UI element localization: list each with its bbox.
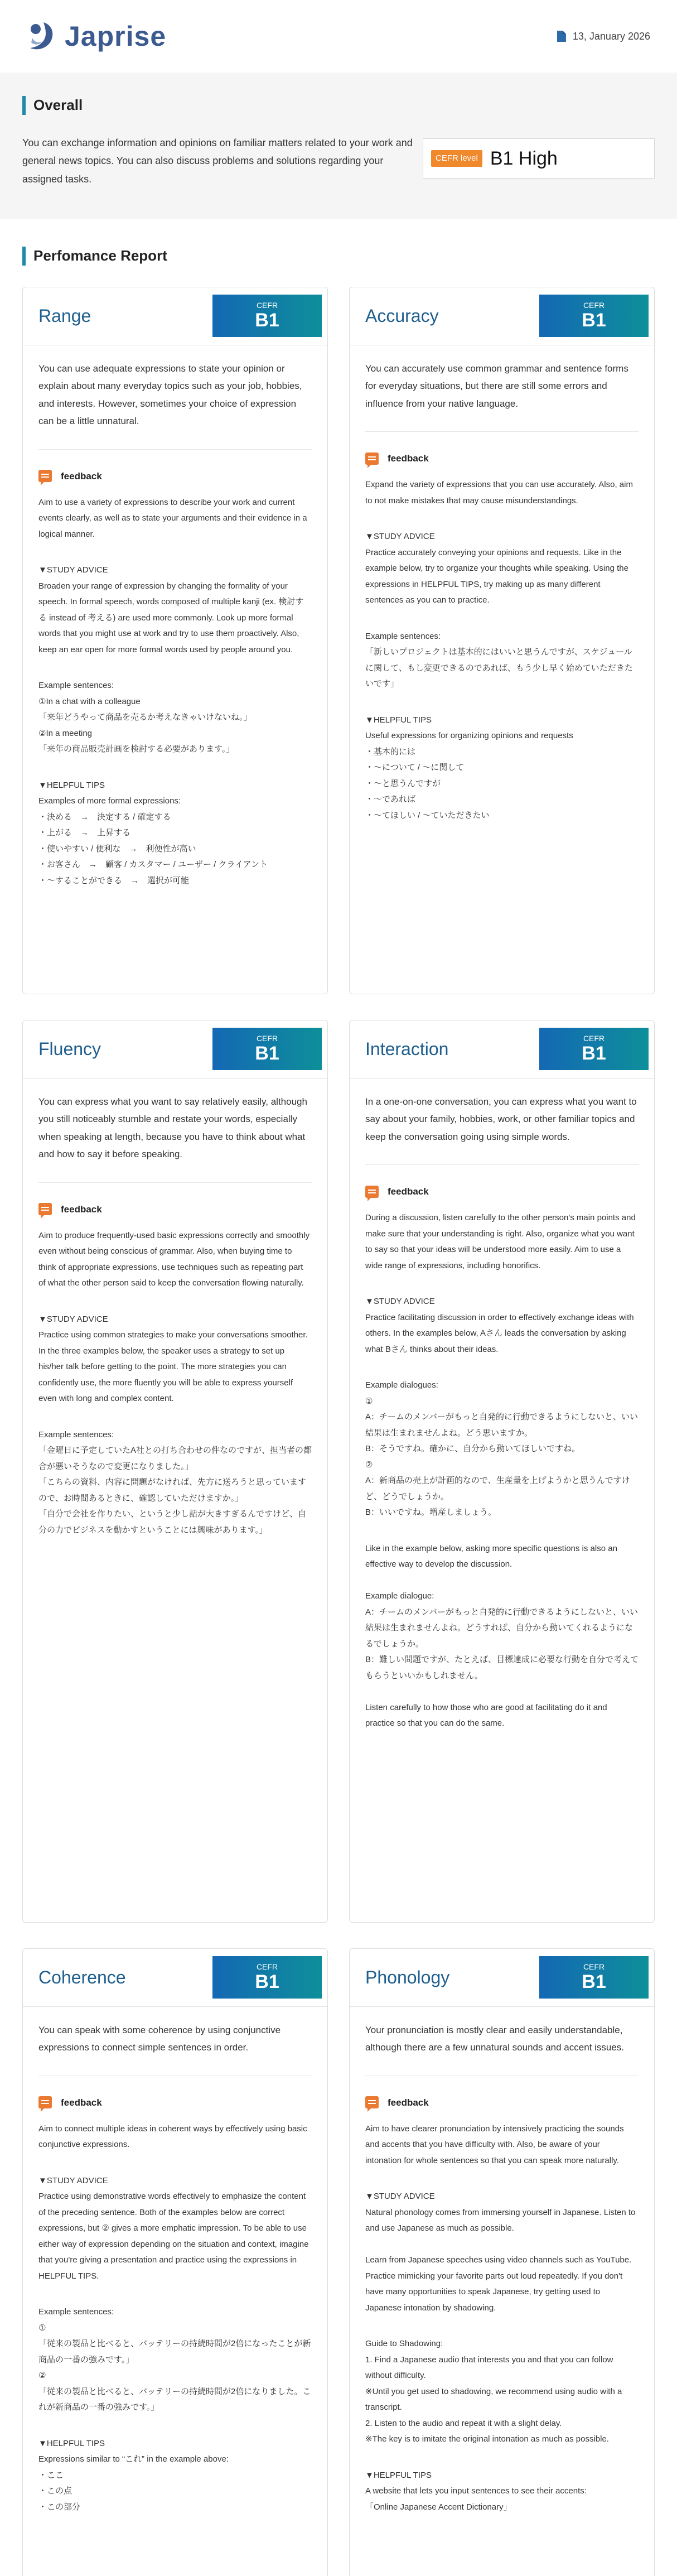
card-header (350, 1020, 654, 1078)
study-advice: ▼STUDY ADVICE Practice using demonstrative words effectively to emphasize the content of the preceding sentence. Both of the examples below are correct expressions, but ② gives a more emphatic impression. To be able to use either way of expression depending on the situation and context, imagine that you're giving a presentation and practice using the expressions in HELPFUL TIPS. (38, 2175, 309, 2281)
chat-bubble-icon (365, 452, 379, 465)
card-header (23, 1949, 327, 2007)
card-header (350, 287, 654, 345)
cefr-badge-value: B1 (255, 1971, 279, 1992)
study-advice: ▼STUDY ADVICE Practice using common strategies to make your conversations smoother. In the three examples below, the speaker uses a strategy to set up his/her talk before getting to the point. The more strategies you can confidently use, the more fluently you will be able to express yourself even with long and complex content. (38, 1314, 308, 1404)
card-summary: You can use adequate expressions to state your opinion or explain about many everyday topics such as your job, hobbies, and interests. However, sometimes your choice of expression can be a little unnatural. (38, 345, 312, 450)
card-title: Accuracy (365, 305, 439, 326)
card-summary: You can express what you want to say relatively easily, although you still noticeably stumble and restate your words, especially when speaking at length, because you have to think about what and how to say it before speaking. (38, 1078, 312, 1183)
logo[interactable] (27, 14, 166, 59)
card-coherence (22, 1948, 328, 2576)
cefr-level-box (423, 138, 655, 179)
card-title: Range (38, 305, 91, 326)
feedback-heading (365, 451, 639, 466)
cefr-badge-label: CEFR (256, 1034, 278, 1043)
feedback-label: feedback (388, 2097, 429, 2108)
cefr-badge-value: B1 (255, 1043, 279, 1064)
feedback-text: Aim to connect multiple ideas in coherent ways by effectively using basic conjunctive expressions. (38, 2124, 307, 2150)
report-title: Perfomance Report (22, 247, 655, 266)
cefr-badge-label: CEFR (256, 1962, 278, 1972)
card-title: Interaction (365, 1038, 449, 1059)
card-header (350, 1949, 654, 2007)
study-advice: ▼STUDY ADVICE Practice facilitating discussion in order to effectively exchange ideas with others. In the examples below, Aさん leads the conversation by asking what Bさん thinks about their ideas. (365, 1297, 634, 1354)
cefr-badge-label: CEFR (583, 1034, 605, 1043)
examples: Guide to Shadowing: 1. Find a Japanese audio that interests you and that you can follow without difficulty. ※Until you get used to shadowing, we recommend using audio with a transcript. 2. Listen to the audio and repeat it with a slight delay. ※The key is to imitate the original intonation as much as possible. (365, 2339, 622, 2444)
card-phonology (349, 1948, 655, 2576)
card-range (22, 287, 328, 994)
feedback-label: feedback (61, 1203, 102, 1215)
feedback-heading (38, 469, 312, 484)
card-title: Fluency (38, 1038, 101, 1059)
cefr-level-value: B1 High (490, 147, 558, 169)
study-advice: ▼STUDY ADVICE Practice accurately conveying your opinions and requests. Like in the example below, try to organize your thoughts while speaking. Using the expressions in HELPFUL TIPS, try making up as many different sentences as you can to practice. (365, 532, 628, 605)
cefr-level-badge: CEFR level (431, 150, 482, 167)
examples: Example sentences: ①In a chat with a colleague 「来年どうやって商品を売るか考えなきゃいけないね。」 ②In a meeting 「来年の商品販売計画を検討する必要があります。」 (38, 681, 252, 754)
card-title: Coherence (38, 1967, 126, 1987)
feedback-text: Aim to use a variety of expressions to describe your work and current events clearly, as well as to state your arguments and their evidence in a logical manner. (38, 497, 307, 539)
logo-icon (27, 21, 61, 51)
card-summary: You can accurately use common grammar and sentence forms for everyday situations, but there are still some errors and influence from your native language. (365, 345, 639, 432)
feedback-label: feedback (61, 2097, 102, 2108)
helpful-tips: ▼HELPFUL TIPS Useful expressions for organizing opinions and requests ・基本的には ・～について / ～に関して ・～と思うんですが ・～であれば ・～てほしい / ～ていただきたい (365, 715, 573, 820)
examples: Example sentences: 「金曜日に予定していたA社との打ち合わせの件なのですが、担当者の都合が悪いそうなので変更になりました。」 「こちらの資料、内容に問題がなければ、先方に送ろうと思っていますので、お時間あるときに、確認していただけますか。」 「自分で会社を作りたい、というと少し話が大きすぎるんですけど、自分の力でビジネスを動かすということには興味があります。」 (38, 1429, 312, 1535)
feedback-text: Aim to have clearer pronunciation by intensively practicing the sounds and accents that you have difficulty with. Also, be aware of your intonation for whole sentences so that you can speak more naturally. (365, 2124, 624, 2165)
overall-section (0, 73, 677, 219)
card-accuracy (349, 287, 655, 994)
feedback-text: Expand the variety of expressions that you can use accurately. Also, aim to not make mistakes that may cause misunderstandings. (365, 480, 633, 505)
chat-bubble-icon (365, 2096, 379, 2108)
date-text: 13, January 2026 (572, 30, 650, 42)
report-date (557, 28, 650, 45)
chat-bubble-icon (365, 1186, 379, 1198)
feedback-label: feedback (388, 1186, 429, 1197)
cefr-badge (212, 295, 322, 337)
card-summary: Your pronunciation is mostly clear and easily understandable, although there are a few unnatural sounds and accent issues. (365, 2007, 639, 2076)
card-summary: In a one-on-one conversation, you can express what you want to say about your family, hobbies, work, or other familiar topics and keep the conversation going using simple words. (365, 1078, 639, 1165)
card-title: Phonology (365, 1967, 450, 1987)
feedback-heading (365, 2095, 639, 2110)
header (0, 0, 677, 73)
study-advice: ▼STUDY ADVICE Broaden your range of expression by changing the formality of your speech. In formal speech, words composed of multiple kanji (ex. 検討する instead of 考える) are used more commonly. Look up more formal words that you might use at work and try to use them proactively. Also, keep an ear open for more formal words used by people around you. (38, 565, 304, 654)
cefr-badge-label: CEFR (256, 301, 278, 310)
helpful-tips: ▼HELPFUL TIPS Examples of more formal expressions: ・決める → 決定する / 確定する ・上がる → 上昇する ・使いやすい / 便利な → 利便性が高い ・お客さん → 顧客 / カスタマー / ユーザー / クライアント ・～することができる → 選択が可能 (38, 780, 268, 885)
helpful-tips: ▼HELPFUL TIPS A website that lets you input sentences to see their accents: 「Online Japanese Accent Dictionary」 (365, 2470, 587, 2512)
cefr-badge (212, 1028, 322, 1070)
card-interaction (349, 1020, 655, 1923)
examples: Example sentences: ① 「従来の製品と比べると、バッテリーの持続時間が2倍になったことが新商品の一番の強みです。」 ② 「従来の製品と比べると、バッテリーの持続時間が2倍になりました。これが新商品の一番の強みです。」 (38, 2307, 311, 2413)
performance-report (0, 219, 677, 2576)
overall-body (22, 134, 655, 188)
card-summary: You can speak with some coherence by using conjunctive expressions to connect simple sentences in order. (38, 2007, 312, 2076)
examples: Example sentences: 「新しいプロジェクトは基本的にはいいと思うんですが、スケジュールに関して、もし変更できるのであれば、もう少し早く始めていただきたいです」 (365, 631, 633, 689)
cefr-badge-value: B1 (582, 1043, 606, 1064)
cefr-badge-label: CEFR (583, 1962, 605, 1972)
helpful-tips: Like in the example below, asking more specific questions is also an effective way to develop the discussion. Example dialogue: A：チームのメンバーがもっと自発的に行動できるようにしないと、いい結果は生まれませんよね。どうすれば、自分から動いてくれるようになるでしょうか。 B：難しい問題ですが、たとえば、目標達成に必要な行動を自分で考えてもらうといいかもしれません。 Listen carefully to how those who are good at facilitating do it and practice so that you can do the same. (365, 1543, 639, 1728)
examples: Example dialogues: ① A：チームのメンバーがもっと自発的に行動できるようにしないと、いい結果は生まれませんよね。どう思いますか。 B：そうですね。確かに、自分から動いてほしいですね。 ② A：新商品の売上が計画的なので、生産量を上げようかと思うんですけど、どうでしょうか。 B：いいですね。増産しましょう。 (365, 1380, 638, 1518)
feedback-label: feedback (61, 470, 102, 482)
study-advice: ▼STUDY ADVICE Natural phonology comes from immersing yourself in Japanese. Listen to and use Japanese as much as possible. Learn from Japanese speeches using video channels such as YouTube. Practice mimicking your favorite parts out loud repeatedly. If you don't have many opportunities to speak Japanese, try getting used to Japanese intonation by shadowing. (365, 2192, 636, 2313)
chat-bubble-icon (38, 1203, 52, 1215)
cefr-badge (212, 1956, 322, 1999)
cefr-badge-value: B1 (582, 310, 606, 331)
overall-text: You can exchange information and opinions on familiar matters related to your work and general news topics. You can also discuss problems and solutions regarding your assigned tasks. (22, 137, 413, 185)
feedback-heading (38, 2095, 312, 2110)
feedback-heading (365, 1184, 639, 1199)
cefr-badge-value: B1 (582, 1971, 606, 1992)
helpful-tips: ▼HELPFUL TIPS Expressions similar to “これ” in the example above: ・ここ ・この点 ・この部分 (38, 2438, 229, 2512)
overall-title: Overall (22, 96, 655, 115)
card-header (23, 287, 327, 345)
feedback-label: feedback (388, 453, 429, 464)
cefr-badge-value: B1 (255, 310, 279, 331)
report-cards (22, 287, 655, 2576)
chat-bubble-icon (38, 2096, 52, 2108)
cefr-badge-label: CEFR (583, 301, 605, 310)
cefr-badge (539, 1028, 649, 1070)
feedback-text: Aim to produce frequently-used basic expressions correctly and smoothly even without being conscious of grammar. Also, when buying time to think of appropriate expressions, use techniques such as repeating part of what the other person said to keep the conversation flowing naturally. (38, 1230, 310, 1288)
card-header (23, 1020, 327, 1078)
feedback-heading (38, 1202, 312, 1217)
card-fluency (22, 1020, 328, 1923)
document-icon (557, 31, 566, 42)
logo-text: Japrise (65, 21, 167, 52)
cefr-badge (539, 295, 649, 337)
chat-bubble-icon (38, 470, 52, 482)
cefr-badge (539, 1956, 649, 1999)
feedback-text: During a discussion, listen carefully to the other person's main points and make sure that your understanding is right. Also, organize what you want to say so that your ideas will be understood more easily. Aim to use a wide range of expressions, including honorifics. (365, 1213, 636, 1270)
